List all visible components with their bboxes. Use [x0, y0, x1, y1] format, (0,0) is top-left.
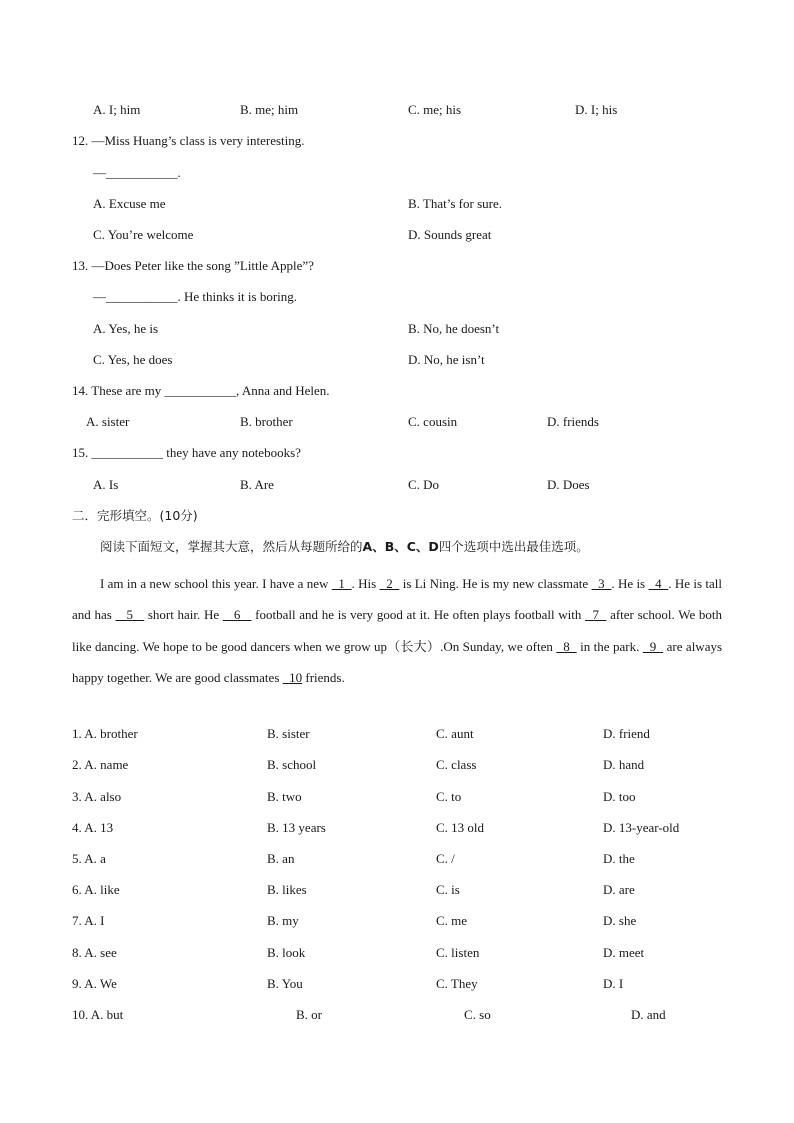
q14-option-c: C. cousin	[408, 414, 458, 429]
cloze-item-6-a: 6. A. like	[72, 882, 120, 897]
cloze-item-7-d: D. she	[603, 913, 637, 928]
cloze-item-1-b: B. sister	[267, 726, 310, 741]
blank-2[interactable]: 2	[379, 576, 400, 591]
cloze-item-4-c: C. 13 old	[436, 820, 485, 835]
cloze-item-8-a: 8. A. see	[72, 945, 117, 960]
cloze-item-4-d: D. 13-year-old	[603, 820, 680, 835]
cloze-item-9-d: D. I	[603, 976, 624, 991]
blank-3[interactable]: 3	[591, 576, 612, 591]
q12-stem: 12. —Miss Huang’s class is very interesting.	[72, 133, 305, 148]
cloze-item-10-c: C. so	[464, 1007, 491, 1022]
cloze-passage	[72, 568, 722, 693]
cloze-item-10-d: D. and	[631, 1007, 666, 1022]
passage-text: . His	[351, 576, 380, 591]
cloze-item-2-d: D. hand	[603, 757, 645, 772]
q12-reply: —___________.	[93, 165, 181, 180]
cloze-item-4-b: B. 13 years	[267, 820, 326, 835]
blank-7[interactable]: 7	[585, 607, 607, 623]
cloze-item-2-b: B. school	[267, 757, 317, 772]
section-heading: 二．完形填空。(10分)	[72, 508, 198, 523]
cloze-item-10-b: B. or	[296, 1007, 322, 1022]
q13-option-b: B. No, he doesn’t	[408, 321, 500, 336]
q14-option-d: D. friends	[547, 414, 599, 429]
q12-option-b: B. That’s for sure.	[408, 196, 502, 211]
cloze-item-3-d: D. too	[603, 789, 636, 804]
q11-option-c: C. me; his	[408, 102, 462, 117]
instruction-text: 阅读下面短文，掌握其大意，然后从每题所给的	[100, 539, 363, 554]
cloze-item-5-d: D. the	[603, 851, 635, 866]
blank-4[interactable]: 4	[648, 576, 669, 591]
blank-6[interactable]: 6	[222, 607, 252, 623]
cloze-item-9-c: C. They	[436, 976, 478, 991]
cloze-item-1-c: C. aunt	[436, 726, 474, 741]
q12-option-d: D. Sounds great	[408, 227, 492, 242]
cloze-item-8-b: B. look	[267, 945, 306, 960]
q13-reply: —___________. He thinks it is boring.	[93, 289, 298, 304]
blank-1[interactable]: 1	[331, 576, 352, 591]
q13-option-a: A. Yes, he is	[93, 321, 159, 336]
instruction-letters: A、B、C、D	[362, 539, 439, 554]
instruction-text-end: 四个选项中选出最佳选项。	[438, 539, 589, 554]
cloze-item-2-a: 2. A. name	[72, 757, 129, 772]
q11-option-d: D. I; his	[575, 102, 618, 117]
q14-option-b: B. brother	[240, 414, 293, 429]
passage-text: short hair. He	[144, 607, 223, 623]
cloze-item-6-b: B. likes	[267, 882, 307, 897]
cloze-item-3-c: C. to	[436, 789, 462, 804]
passage-text: after school. We both like dancing. We hope to be good dancers when we grow up（长大）.On Sunday, we often	[72, 607, 723, 654]
passage-text: football and he is very good at it. He often plays football with	[251, 607, 586, 623]
q14-stem: 14. These are my ___________, Anna and Helen.	[72, 383, 330, 398]
cloze-item-1-d: D. friend	[603, 726, 650, 741]
passage-text: in the park.	[576, 638, 643, 654]
cloze-item-6-d: D. are	[603, 882, 635, 897]
cloze-item-5-b: B. an	[267, 851, 295, 866]
q15-option-c: C. Do	[408, 477, 440, 492]
passage-text: . He is tall and has	[72, 576, 722, 623]
cloze-item-3-b: B. two	[267, 789, 302, 804]
cloze-item-7-b: B. my	[267, 913, 299, 928]
q15-stem: 15. ___________ they have any notebooks?	[72, 445, 301, 460]
blank-8[interactable]: 8	[556, 638, 577, 654]
blank-5[interactable]: 5	[115, 607, 145, 623]
passage-text: I am in a new school this year. I have a new	[100, 576, 332, 591]
cloze-item-9-b: B. You	[267, 976, 303, 991]
passage-text: are always happy together. We are good classmates	[72, 638, 723, 685]
q12-option-a: A. Excuse me	[93, 196, 166, 211]
section-instruction	[100, 538, 589, 556]
q13-option-d: D. No, he isn’t	[408, 352, 485, 367]
cloze-item-7-c: C. me	[436, 913, 468, 928]
cloze-item-8-d: D. meet	[603, 945, 645, 960]
cloze-item-5-a: 5. A. a	[72, 851, 106, 866]
cloze-item-5-c: C. /	[436, 851, 455, 866]
cloze-item-6-c: C. is	[436, 882, 460, 897]
cloze-item-9-a: 9. A. We	[72, 976, 117, 991]
q15-option-b: B. Are	[240, 477, 274, 492]
cloze-item-1-a: 1. A. brother	[72, 726, 138, 741]
cloze-item-2-c: C. class	[436, 757, 477, 772]
blank-10[interactable]: 10	[282, 669, 303, 685]
passage-text: friends.	[302, 669, 345, 685]
q15-option-d: D. Does	[547, 477, 590, 492]
q14-option-a: A. sister	[86, 414, 130, 429]
q11-option-a: A. I; him	[93, 102, 141, 117]
passage-text: . He is	[611, 576, 649, 591]
cloze-item-10-a: 10. A. but	[72, 1007, 124, 1022]
cloze-item-3-a: 3. A. also	[72, 789, 122, 804]
cloze-item-8-c: C. listen	[436, 945, 480, 960]
passage-text: is Li Ning. He is my new classmate	[399, 576, 592, 591]
q13-stem: 13. —Does Peter like the song ”Little Apple”?	[72, 258, 314, 273]
q11-option-b: B. me; him	[240, 102, 299, 117]
cloze-item-4-a: 4. A. 13	[72, 820, 114, 835]
q13-option-c: C. Yes, he does	[93, 352, 173, 367]
q12-option-c: C. You’re welcome	[93, 227, 194, 242]
cloze-item-7-a: 7. A. I	[72, 913, 105, 928]
blank-9[interactable]: 9	[642, 638, 664, 654]
q15-option-a: A. Is	[93, 477, 119, 492]
